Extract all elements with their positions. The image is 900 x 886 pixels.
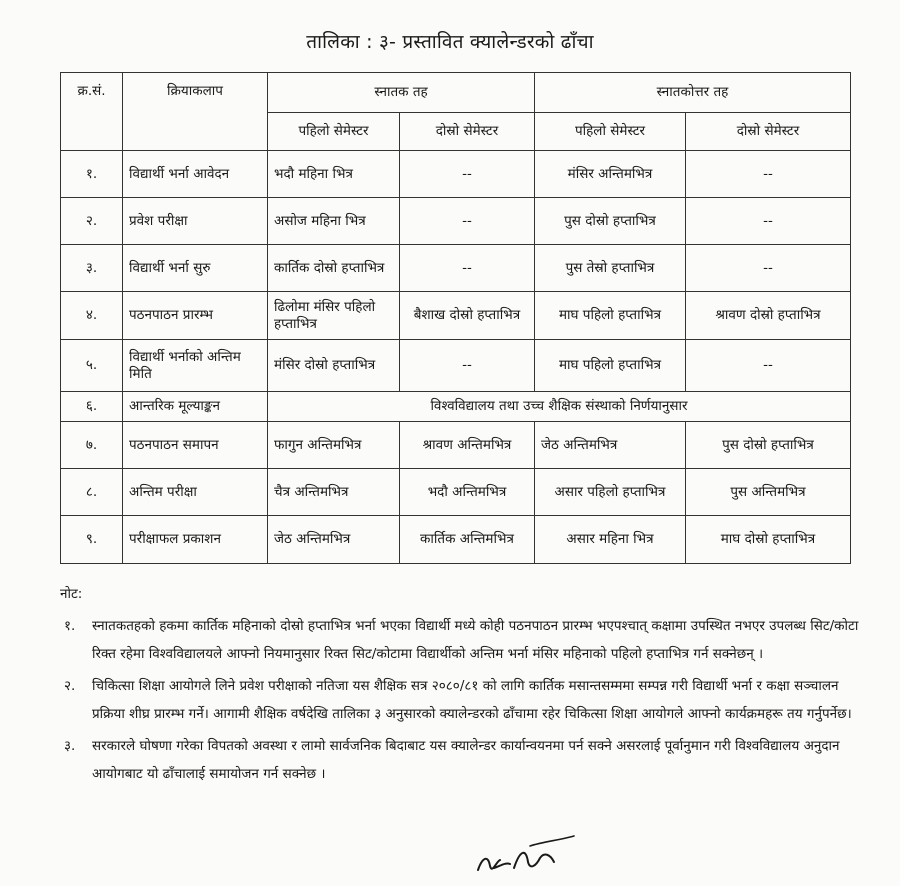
table-row (61, 516, 851, 564)
table-row (61, 151, 851, 198)
table-row (61, 292, 851, 340)
row-master-second: -- (686, 151, 851, 198)
row-sn: ८. (61, 469, 123, 516)
table-row (61, 392, 851, 422)
table-row (61, 245, 851, 292)
row-bachelor-second: -- (400, 245, 535, 292)
row-master-first: असार पहिलो हप्ताभित्र (535, 469, 686, 516)
handwritten-signature (470, 832, 580, 880)
row-master-second: श्रावण दोस्रो हप्ताभित्र (686, 292, 851, 340)
calendar-table (60, 72, 851, 564)
document-title: तालिका : ३- प्रस्तावित क्यालेन्डरको ढाँचा (306, 31, 594, 53)
header-sn: क्र.सं. (61, 73, 123, 151)
row-activity: पठनपाठन समापन (123, 422, 268, 469)
note-text: चिकित्सा शिक्षा आयोगले लिने प्रवेश परीक्षाको नतिजा यस शैक्षिक सत्र २०८०/८१ को लागि कार्तिक मसान्तसम्ममा सम्पन्न गरी विद्यार्थी भर्ना र कक्षा सञ्चालन प्रक्रिया शीघ्र प्रारम्भ गर्ने। आगामी शैक्षिक वर्षदेखि तालिका ३ अनुसारको क्यालेन्डरको ढाँचामा रहेर चिकित्सा शिक्षा आयोगले आफ्नो कार्यक्रमहरू तय गर्नुपर्नेछ। (92, 678, 852, 722)
row-activity: परीक्षाफल प्रकाशन (123, 516, 268, 564)
note-number: १. (64, 618, 76, 634)
header-bachelor: स्नातक तह (268, 73, 535, 113)
row-activity: आन्तरिक मूल्याङ्कन (123, 392, 268, 422)
row-master-first: माघ पहिलो हप्ताभित्र (535, 292, 686, 340)
row-master-first: पुस दोस्रो हप्ताभित्र (535, 198, 686, 245)
row-sn: ४. (61, 292, 123, 340)
row-master-second: पुस अन्तिमभित्र (686, 469, 851, 516)
row-bachelor-second: कार्तिक अन्तिमभित्र (400, 516, 535, 564)
table-row (61, 422, 851, 469)
row-bachelor-first: कार्तिक दोस्रो हप्ताभित्र (268, 245, 400, 292)
row-master-first: मंसिर अन्तिमभित्र (535, 151, 686, 198)
header-row-1 (61, 73, 851, 113)
row-bachelor-second: -- (400, 198, 535, 245)
row-sn: ३. (61, 245, 123, 292)
row-activity: विद्यार्थी भर्नाको अन्तिम मिति (123, 340, 268, 392)
row-activity: अन्तिम परीक्षा (123, 469, 268, 516)
row-bachelor-second: -- (400, 151, 535, 198)
row-master-second: -- (686, 198, 851, 245)
table-row (61, 469, 851, 516)
row-master-first: पुस तेस्रो हप्ताभित्र (535, 245, 686, 292)
row-sn: ९. (61, 516, 123, 564)
row-activity: पठनपाठन प्रारम्भ (123, 292, 268, 340)
row-master-first: माघ पहिलो हप्ताभित्र (535, 340, 686, 392)
row-activity: विद्यार्थी भर्ना आवेदन (123, 151, 268, 198)
row-bachelor-second: बैशाख दोस्रो हप्ताभित्र (400, 292, 535, 340)
row-master-second: माघ दोस्रो हप्ताभित्र (686, 516, 851, 564)
row-merged-value: विश्वविद्यालय तथा उच्च शैक्षिक संस्थाको निर्णयानुसार (268, 392, 851, 422)
header-activity: क्रियाकलाप (123, 73, 268, 151)
row-sn: २. (61, 198, 123, 245)
row-bachelor-first: चैत्र अन्तिमभित्र (268, 469, 400, 516)
row-bachelor-first: असोज महिना भित्र (268, 198, 400, 245)
notes-section (60, 580, 860, 788)
note-item (60, 732, 860, 788)
row-bachelor-first: मंसिर दोस्रो हप्ताभित्र (268, 340, 400, 392)
row-bachelor-second: -- (400, 340, 535, 392)
header-bachelor-second-sem: दोस्रो सेमेस्टर (400, 113, 535, 151)
row-master-second: पुस दोस्रो हप्ताभित्र (686, 422, 851, 469)
header-bachelor-first-sem: पहिलो सेमेस्टर (268, 113, 400, 151)
note-number: ३. (64, 738, 76, 754)
row-activity: विद्यार्थी भर्ना सुरु (123, 245, 268, 292)
row-bachelor-first: फागुन अन्तिमभित्र (268, 422, 400, 469)
row-sn: १. (61, 151, 123, 198)
header-master: स्नातकोत्तर तह (535, 73, 851, 113)
row-bachelor-first: ढिलोमा मंसिर पहिलो हप्ताभित्र (268, 292, 400, 340)
note-text: स्नातकतहको हकमा कार्तिक महिनाको दोस्रो हप्ताभित्र भर्ना भएका विद्यार्थी मध्ये कोही पठनपाठन प्रारम्भ भएपश्चात् कक्षामा उपस्थित नभएर उपलब्ध सिट/कोटा रिक्त रहेमा विश्वविद्यालयले आफ्नो नियमानुसार रिक्त सिट/कोटामा विद्यार्थीको अन्तिम भर्ना मंसिर महिनाको पहिलो हप्ताभित्र गर्न सक्नेछन् । (92, 618, 859, 662)
header-master-first-sem: पहिलो सेमेस्टर (535, 113, 686, 151)
row-bachelor-second: श्रावण अन्तिमभित्र (400, 422, 535, 469)
table-row (61, 198, 851, 245)
note-item (60, 672, 860, 728)
row-sn: ५. (61, 340, 123, 392)
notes-label: नोट: (60, 586, 83, 602)
row-master-second: -- (686, 340, 851, 392)
row-activity: प्रवेश परीक्षा (123, 198, 268, 245)
row-master-first: जेठ अन्तिमभित्र (535, 422, 686, 469)
note-item (60, 612, 860, 668)
row-bachelor-second: भदौ अन्तिमभित्र (400, 469, 535, 516)
note-number: २. (64, 678, 76, 694)
table-row (61, 340, 851, 392)
row-master-first: असार महिना भित्र (535, 516, 686, 564)
row-sn: ७. (61, 422, 123, 469)
row-bachelor-first: जेठ अन्तिमभित्र (268, 516, 400, 564)
row-master-second: -- (686, 245, 851, 292)
row-sn: ६. (61, 392, 123, 422)
header-master-second-sem: दोस्रो सेमेस्टर (686, 113, 851, 151)
note-text: सरकारले घोषणा गरेका विपतको अवस्था र लामो सार्वजनिक बिदाबाट यस क्यालेन्डर कार्यान्वयनमा पर्न सक्ने असरलाई पूर्वानुमान गरी विश्वविद्यालय अनुदान आयोगबाट यो ढाँचालाई समायोजन गर्न सक्नेछ । (92, 738, 840, 782)
row-bachelor-first: भदौ महिना भित्र (268, 151, 400, 198)
